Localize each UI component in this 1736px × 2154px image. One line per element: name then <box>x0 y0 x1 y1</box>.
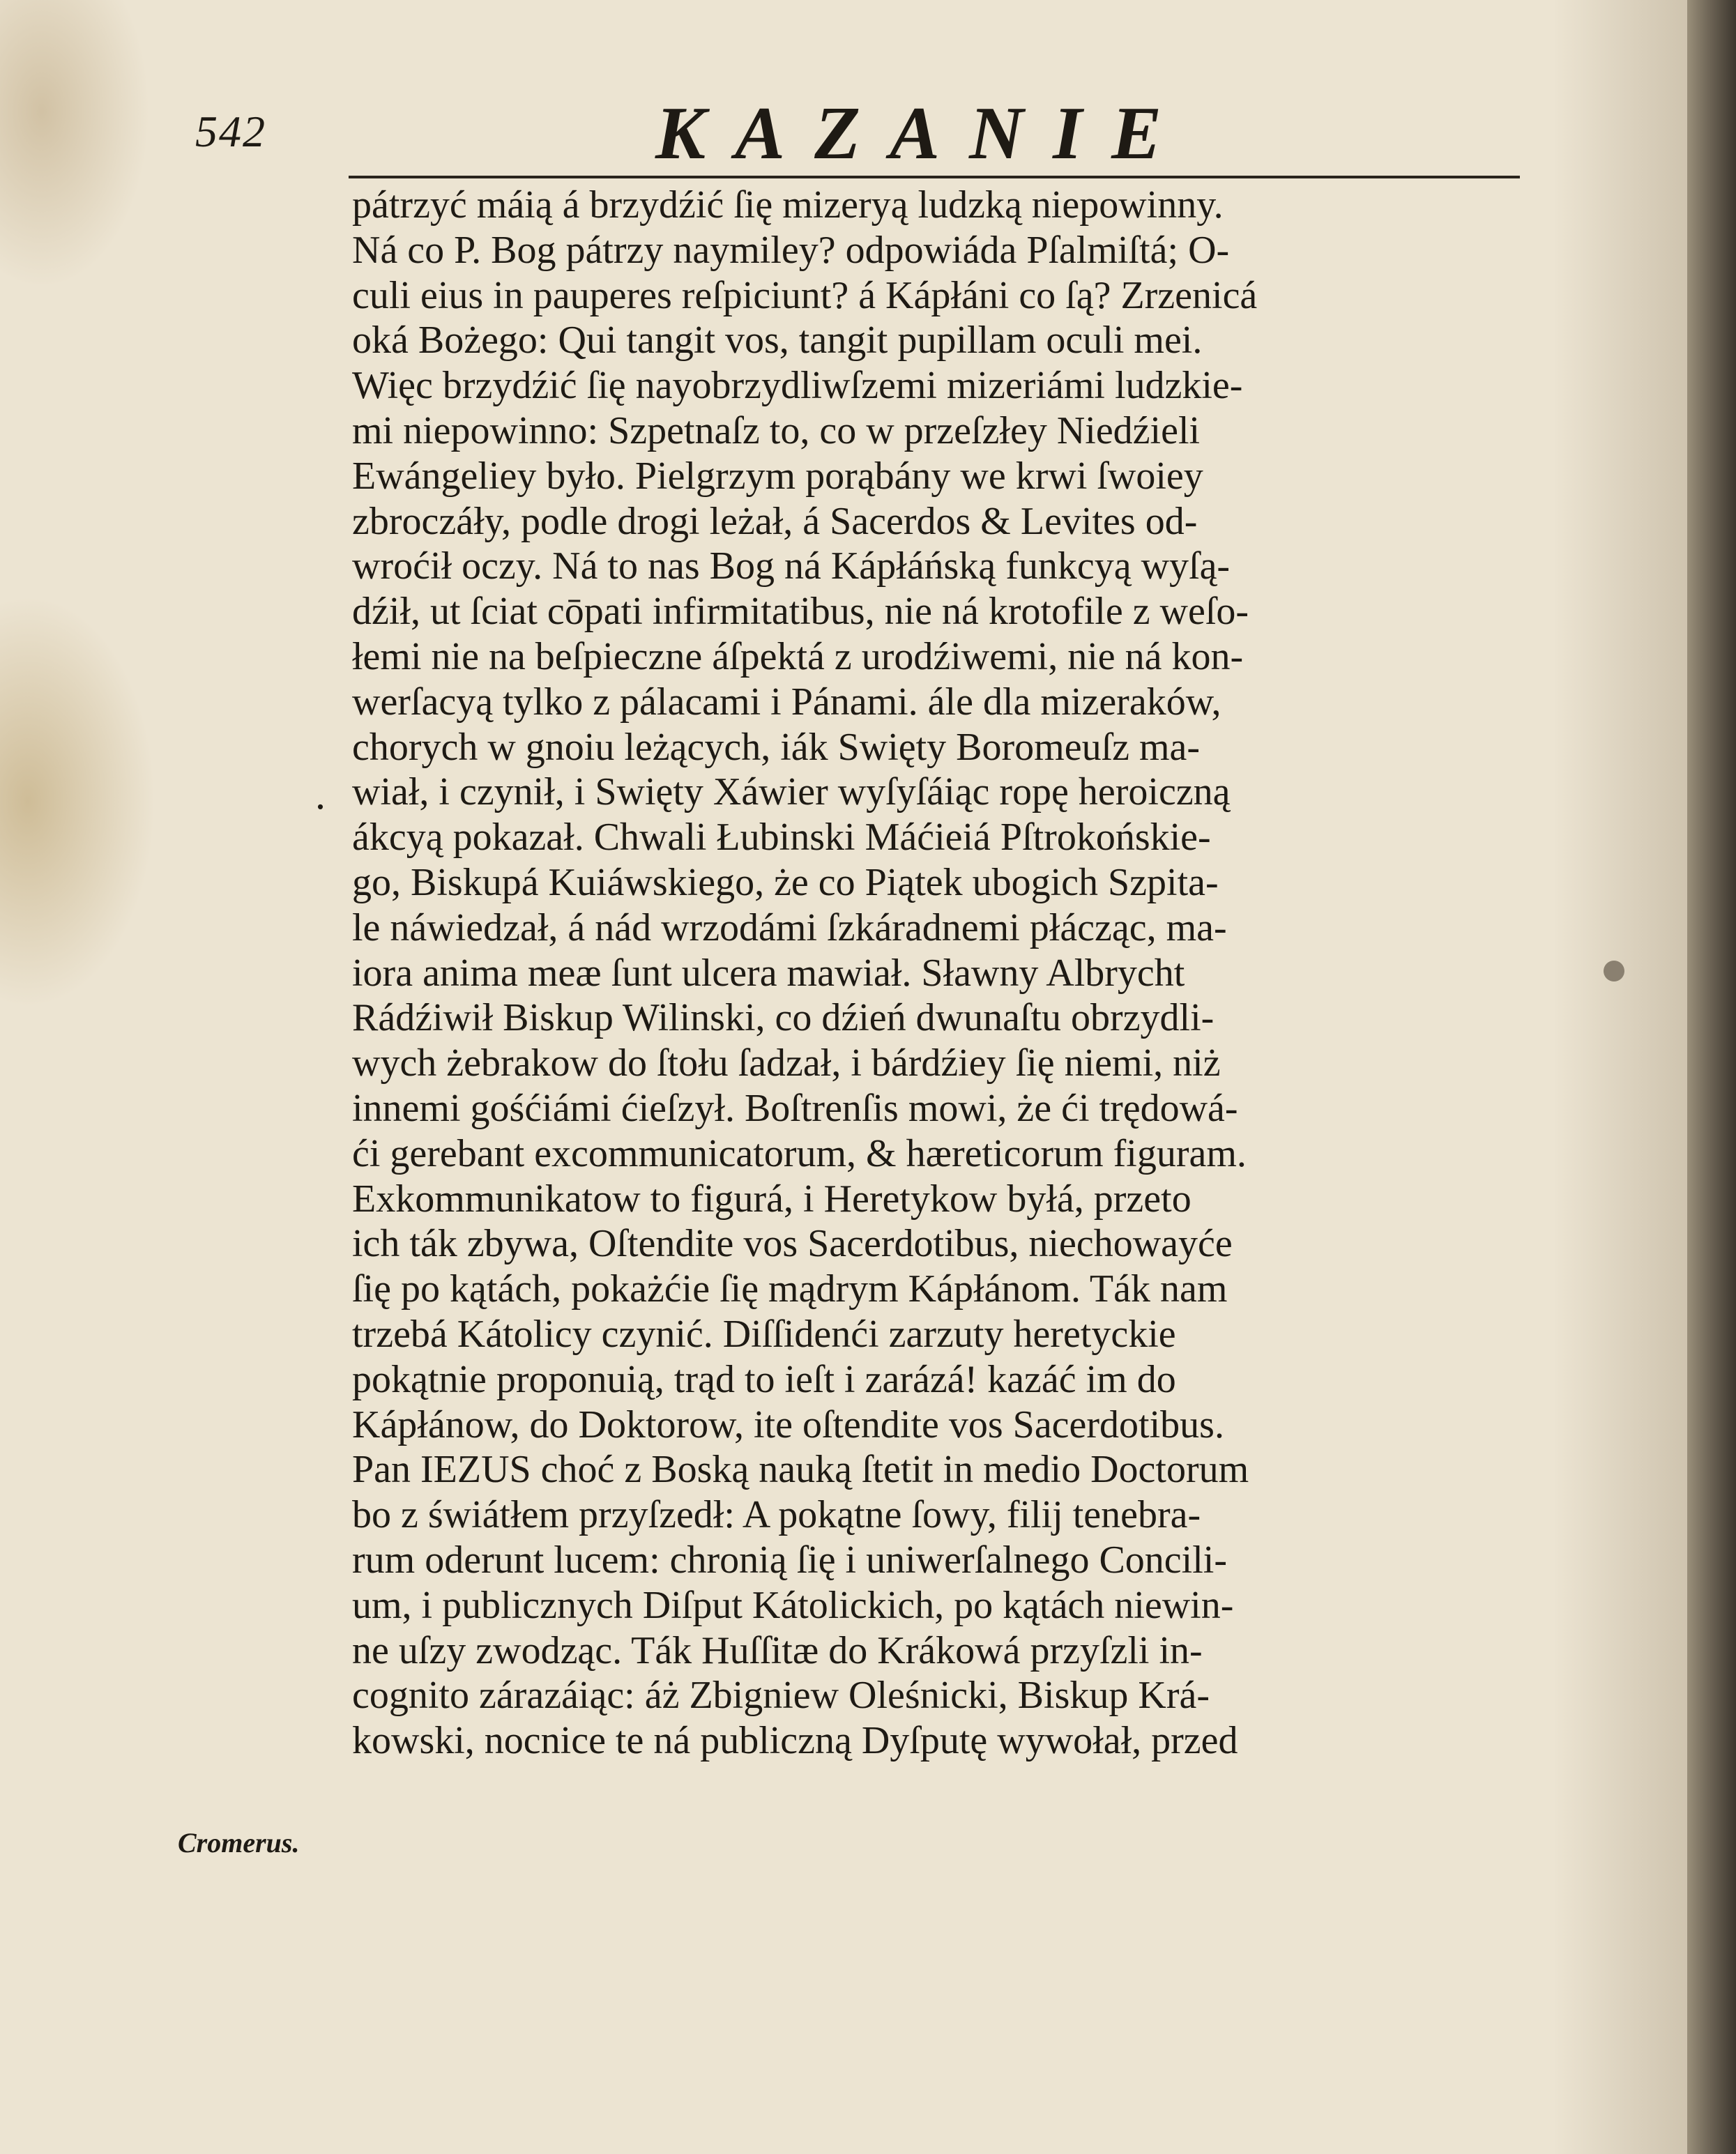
page-header <box>195 91 1520 174</box>
text-line: Więc brzydźić ſię nayobrzydliwſzemi mizeriámi ludzkie- <box>352 364 1243 408</box>
text-line: iora anima meæ ſunt ulcera mawiał. Sławny Albrycht <box>352 951 1185 995</box>
text-line: mi niepowinno: Szpetnaſz to, co w przeſzłey Niedźieli <box>352 408 1201 452</box>
text-line: go, Biskupá Kuiáwskiego, że co Piątek ubogich Szpita- <box>352 860 1219 904</box>
text-line: łemi nie na beſpieczne áſpektá z urodźiwemi, nie ná kon- <box>352 634 1244 678</box>
text-line: cognito zárazáiąc: áż Zbigniew Oleśnicki, Biskup Krá- <box>352 1674 1210 1718</box>
text-line: um, i publicznych Diſput Kátolickich, po kątách niewin- <box>352 1583 1234 1627</box>
text-line: rum oderunt lucem: chronią ſię i uniwerſalnego Concili- <box>352 1538 1227 1582</box>
header-rule <box>349 176 1520 178</box>
text-line: chorych w gnoiu leżących, iák Swięty Boromeuſz ma- <box>352 725 1201 769</box>
text-line: Pan IEZUS choć z Boską nauką ſtetit in medio Doctorum <box>352 1448 1249 1492</box>
text-line: zbroczáły, podle drogi leżał, á Sacerdos & Levites od- <box>352 499 1198 543</box>
book-spine-edge <box>1687 0 1736 2154</box>
text-line: culi eius in pauperes reſpiciunt? á Kápłáni co ſą? Zrzenicá <box>352 273 1258 317</box>
text-line: wiał, i czynił, i Swięty Xáwier wyſyſáiąc ropę heroiczną <box>352 770 1231 814</box>
text-line: bo z świátłem przyſzedł: A pokątne ſowy, filij tenebra- <box>352 1493 1201 1537</box>
text-line: Ewángeliey było. Pielgrzym porąbány we krwi ſwoiey <box>352 454 1203 498</box>
text-line: werſacyą tylko z pálacami i Pánami. ále dla mizeraków, <box>352 680 1221 724</box>
text-line: ći gerebant excommunicatorum, & hæreticorum figuram. <box>352 1131 1247 1175</box>
page-number: 542 <box>195 107 266 156</box>
text-line: trzebá Kátolicy czynić. Diſſidenći zarzuty heretyckie <box>352 1312 1176 1356</box>
text-line: Rádźiwił Biskup Wilinski, co dźień dwunaſtu obrzydli- <box>352 996 1215 1040</box>
text-line: wroćił oczy. Ná to nas Bog ná Kápłáńską funkcyą wyſą- <box>352 544 1231 588</box>
text-line: ich ták zbywa, Oſtendite vos Sacerdotibus, niechowayće <box>352 1222 1233 1266</box>
text-line: pátrzyć máią á brzydźić ſię mizeryą ludzką niepowinny. <box>352 183 1224 227</box>
text-line: wych żebrakow do ſtołu ſadzał, i bárdźiey ſię niemi, niż <box>352 1041 1221 1085</box>
text-line: Exkommunikatow to figurá, i Heretykow byłá, przeto <box>352 1177 1191 1221</box>
text-line: ne uſzy zwodząc. Ták Huſſitæ do Krákowá przyſzli in- <box>352 1628 1203 1672</box>
text-line: dźił, ut ſciat cōpati infirmitatibus, nie ná krotofile z weſo- <box>352 590 1249 634</box>
text-line: oká Bożego: Qui tangit vos, tangit pupillam oculi mei. <box>352 319 1203 362</box>
text-line: pokątnie proponuią, trąd to ieſt i zarázá! kazáć im do <box>352 1357 1176 1401</box>
text-line: le náwiedzał, á nád wrzodámi ſzkáradnemi płácząc, ma- <box>352 906 1227 949</box>
paper-hole <box>1604 961 1624 981</box>
text-line: Ná co P. Bog pátrzy naymiley? odpowiáda Pſalmiſtá; O- <box>352 228 1230 272</box>
text-line: innemi gośćiámi ćieſzył. Boſtrenſis mowi, że ći trędowá- <box>352 1086 1238 1130</box>
text-line: ákcyą pokazał. Chwali Łubinski Máćieiá Pſtrokońskie- <box>352 816 1211 860</box>
text-line: Kápłánow, do Doktorow, ite oſtendite vos Sacerdotibus. <box>352 1403 1224 1446</box>
margin-note: Cromerus. <box>178 1827 300 1858</box>
margin-mark: . <box>315 772 326 818</box>
running-title: KAZANIE <box>655 92 1191 175</box>
body-text <box>352 183 1523 1764</box>
text-line: ſię po kątách, pokażćie ſię mądrym Kápłánom. Ták nam <box>352 1267 1228 1311</box>
text-line: kowski, nocnice te ná publiczną Dyſputę wywołał, przed <box>352 1719 1238 1763</box>
